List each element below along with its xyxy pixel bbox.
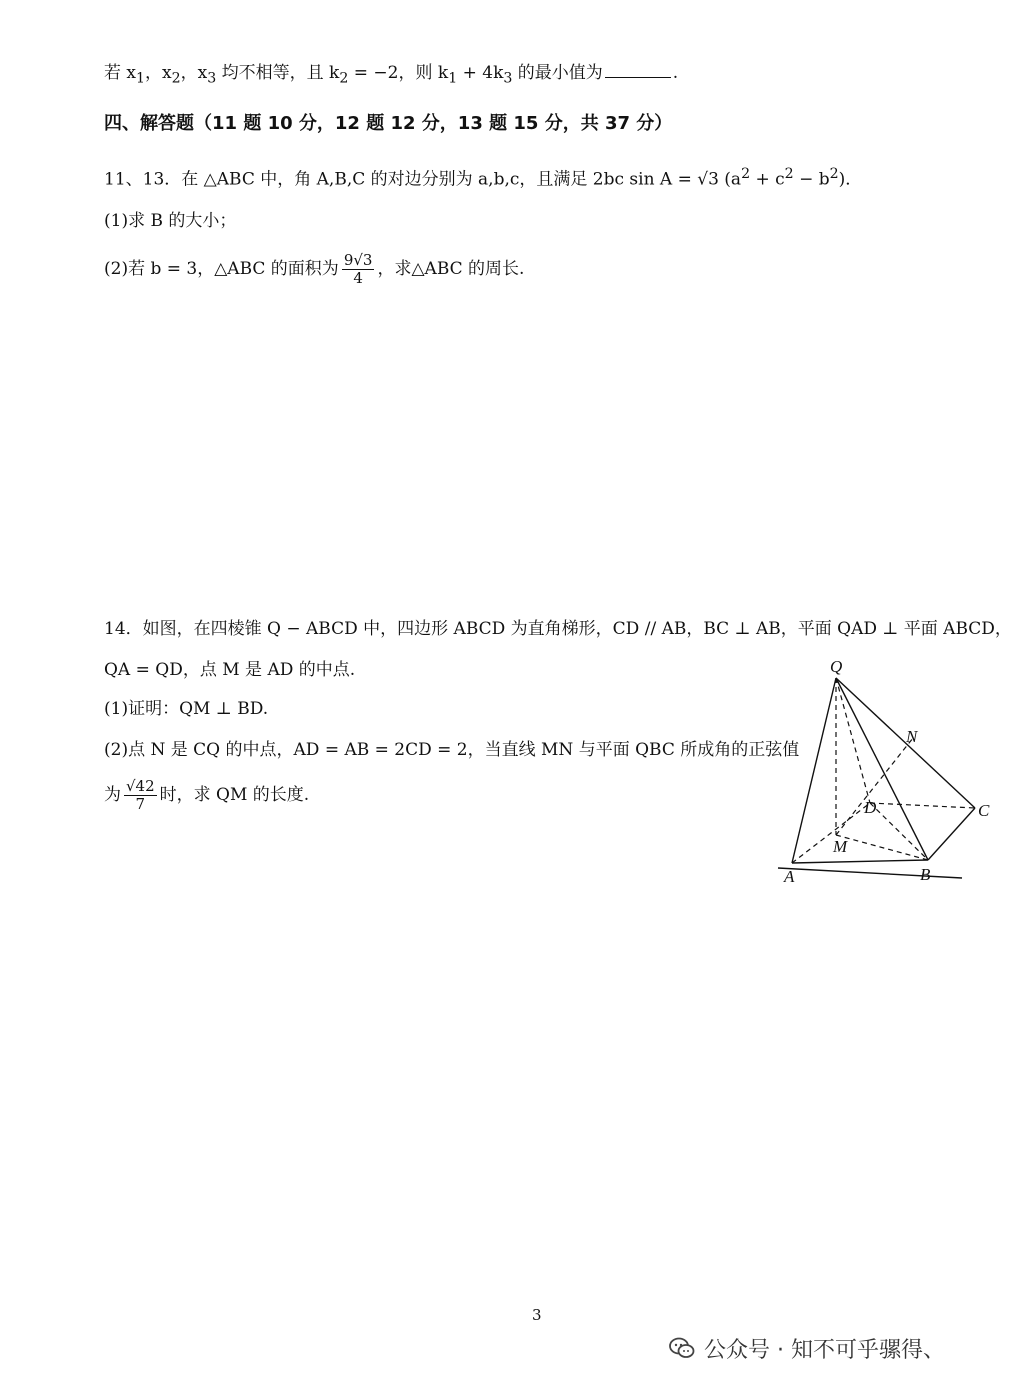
q14-part2b <box>104 778 309 813</box>
sine-numerator: √42 <box>126 777 155 795</box>
page-number: 3 <box>532 1306 542 1324</box>
watermark <box>668 1328 945 1368</box>
area-fraction <box>342 252 375 287</box>
section-heading: 四、解答题（11 题 10 分，12 题 12 分，13 题 15 分，共 37 分） <box>104 113 673 134</box>
edge-QD <box>836 678 870 803</box>
q13-stem-c: − b <box>793 169 830 190</box>
sub-3: 3 <box>207 70 217 87</box>
q13-part2-pre: (2)若 b = 3，△ABC 的面积为 <box>104 259 339 279</box>
label-A: A <box>784 867 795 886</box>
q13-stem-a: 11、13．在 △ABC 中，角 A,B,C 的对边分别为 a,b,c，且满足 2bc sin A = √3 (a <box>104 169 742 190</box>
label-C: C <box>978 801 990 820</box>
sine-fraction <box>124 778 157 813</box>
q13-stem <box>104 163 862 191</box>
sup-b: 2 <box>829 166 839 182</box>
answer-blank <box>605 63 671 78</box>
segment-MB <box>836 835 928 860</box>
label-D: D <box>864 798 877 817</box>
sub-2: 2 <box>171 70 181 87</box>
q13-part2-post: ，求△ABC 的周长. <box>377 259 525 279</box>
area-numerator: 9√3 <box>343 251 373 269</box>
q14-part2: (2)点 N 是 CQ 的中点，AD = AB = 2CD = 2，当直线 MN 与平面 QBC 所成角的正弦值 <box>104 740 800 760</box>
label-M: M <box>833 837 848 856</box>
segment-DB <box>870 803 928 860</box>
edge-QA <box>792 678 836 863</box>
label-B: B <box>920 865 931 884</box>
sup-a: 2 <box>741 166 751 182</box>
sub-1: 1 <box>136 70 146 87</box>
sub-5: 1 <box>448 70 458 87</box>
area-denominator: 4 <box>353 269 363 287</box>
q14-line1: 14．如图，在四棱锥 Q − ABCD 中，四边形 ABCD 为直角梯形，CD // AB，BC ⊥ AB，平面 QAD ⊥ 平面 ABCD， <box>104 619 1012 639</box>
sine-denominator: 7 <box>135 795 146 813</box>
cont-text-f: + 4k <box>457 63 504 83</box>
wechat-icon <box>668 1334 696 1362</box>
q13-part2 <box>104 252 524 287</box>
label-Q: Q <box>830 657 843 676</box>
q13-stem-d: )． <box>838 169 863 190</box>
watermark-text: 公众号 · 知不可乎骡得、 <box>704 1337 945 1363</box>
edge-BC <box>928 808 975 860</box>
cont-text-c: ，x <box>180 63 208 83</box>
cont-text-d: 均不相等，且 k <box>216 63 340 83</box>
continuation-line <box>104 62 678 89</box>
cont-text-end: . <box>672 63 679 83</box>
q14-part2b-pre: 为 <box>104 785 121 805</box>
base-line <box>778 868 962 878</box>
cont-text-g: 的最小值为 <box>512 63 603 83</box>
edge-QB <box>836 678 928 860</box>
q14-line2: QA = QD，点 M 是 AD 的中点. <box>104 660 356 680</box>
label-N: N <box>906 727 918 746</box>
cont-text-e: = −2，则 k <box>348 63 449 83</box>
q14-part1: (1)证明：QM ⊥ BD. <box>104 699 269 719</box>
sub-6: 3 <box>503 70 513 87</box>
edge-AB <box>792 860 928 863</box>
sub-4: 2 <box>339 70 349 87</box>
q14-part2b-post: 时，求 QM 的长度. <box>159 785 310 805</box>
cont-text-a: 若 x <box>104 63 136 83</box>
edge-DC <box>870 803 975 808</box>
q13-part1: (1)求 B 的大小； <box>104 211 237 231</box>
segment-MN <box>836 738 913 835</box>
cont-text-b: ，x <box>145 63 172 83</box>
sup-c: 2 <box>784 166 794 182</box>
pyramid-figure <box>770 650 990 886</box>
q13-stem-b: + c <box>750 169 785 190</box>
